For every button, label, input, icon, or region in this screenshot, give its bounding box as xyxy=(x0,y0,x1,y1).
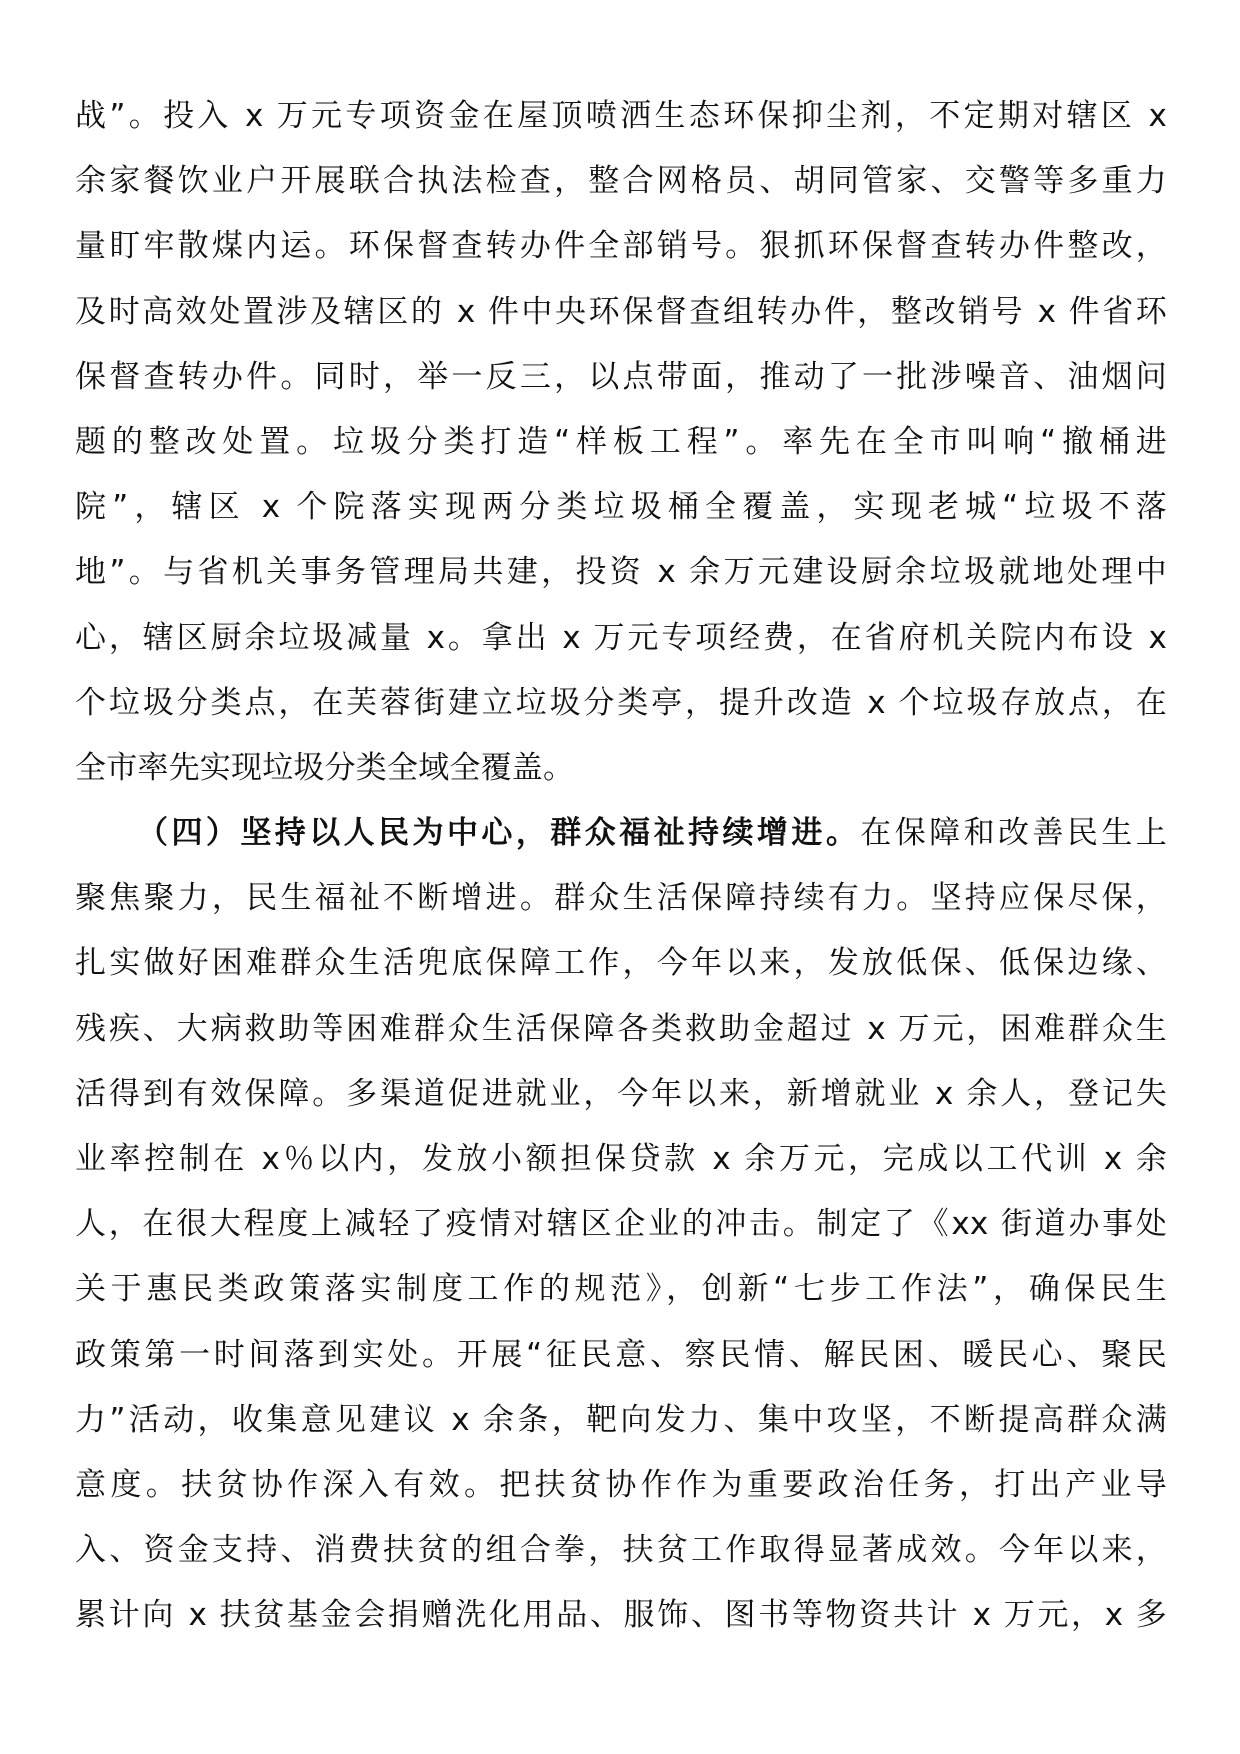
document-page xyxy=(75,84,1167,1649)
text-line: 心，辖区厨余垃圾减量 x。拿出 x 万元专项经费，在省府机关院内布设 x xyxy=(75,619,1167,656)
text-line: 地”。与省机关事务管理局共建，投资 x 余万元建设厨余垃圾就地处理中 xyxy=(75,554,1167,591)
text-line: 扎实做好困难群众生活兜底保障工作，今年以来，发放低保、低保边缘、 xyxy=(75,945,1167,982)
text-line: 题的整改处置。垃圾分类打造“样板工程”。率先在全市叫响“撤桶进 xyxy=(75,423,1167,460)
text-line: 业率控制在 x％以内，发放小额担保贷款 x 余万元，完成以工代训 x 余 xyxy=(75,1141,1167,1177)
text-line: 余家餐饮业户开展联合执法检查，整合网格员、胡同管家、交警等多重力 xyxy=(75,163,1167,200)
text-line: 政策第一时间落到实处。开展“征民意、察民情、解民困、暖民心、聚民 xyxy=(75,1336,1167,1373)
text-line: 及时高效处置涉及辖区的 x 件中央环保督查组转办件，整改销号 x 件省环 xyxy=(75,293,1167,330)
text-line: 院”，辖区 x 个院落实现两分类垃圾桶全覆盖，实现老城“垃圾不落 xyxy=(75,489,1167,526)
text-line: 保督查转办件。同时，举一反三，以点带面，推动了一批涉噪音、油烟问 xyxy=(75,358,1167,395)
text-line: 人，在很大程度上减轻了疫情对辖区企业的冲击。制定了《xx 街道办事处 xyxy=(75,1206,1167,1243)
text-line: 个垃圾分类点，在芙蓉街建立垃圾分类亭，提升改造 x 个垃圾存放点，在 xyxy=(75,684,1167,721)
text-line: 聚焦聚力，民生福祉不断增进。群众生活保障持续有力。坚持应保尽保， xyxy=(75,880,1167,917)
paragraph-environment xyxy=(75,84,1167,801)
text-line: 入、资金支持、消费扶贫的组合拳，扶贫工作取得显著成效。今年以来， xyxy=(75,1532,1167,1569)
section-heading-line xyxy=(75,801,1167,866)
text-line: 活得到有效保障。多渠道促进就业，今年以来，新增就业 x 余人，登记失 xyxy=(75,1075,1167,1112)
text-line: 累计向 x 扶贫基金会捐赠洗化用品、服饰、图书等物资共计 x 万元，x 多 xyxy=(75,1597,1167,1634)
text-line: 关于惠民类政策落实制度工作的规范》，创新“七步工作法”，确保民生 xyxy=(75,1271,1167,1308)
paragraph-livelihood xyxy=(75,801,1167,1648)
text-line: 力”活动，收集意见建议 x 余条，靶向发力、集中攻坚，不断提高群众满 xyxy=(75,1401,1167,1438)
section-heading: （四）坚持以人民为中心，群众福祉持续增进。 xyxy=(137,815,861,852)
text-line: 意度。扶贫协作深入有效。把扶贫协作作为重要政治任务，打出产业导 xyxy=(75,1466,1167,1503)
text-line: 残疾、大病救助等困难群众生活保障各类救助金超过 x 万元，困难群众生 xyxy=(75,1010,1167,1047)
text-line: 战”。投入 x 万元专项资金在屋顶喷洒生态环保抑尘剂，不定期对辖区 x xyxy=(75,98,1167,134)
heading-line-rest: 在保障和改善民生上 xyxy=(860,815,1167,852)
text-line: 全市率先实现垃圾分类全域全覆盖。 xyxy=(75,749,575,786)
text-line: 量盯牢散煤内运。环保督查转办件全部销号。狠抓环保督查转办件整改， xyxy=(75,228,1167,265)
